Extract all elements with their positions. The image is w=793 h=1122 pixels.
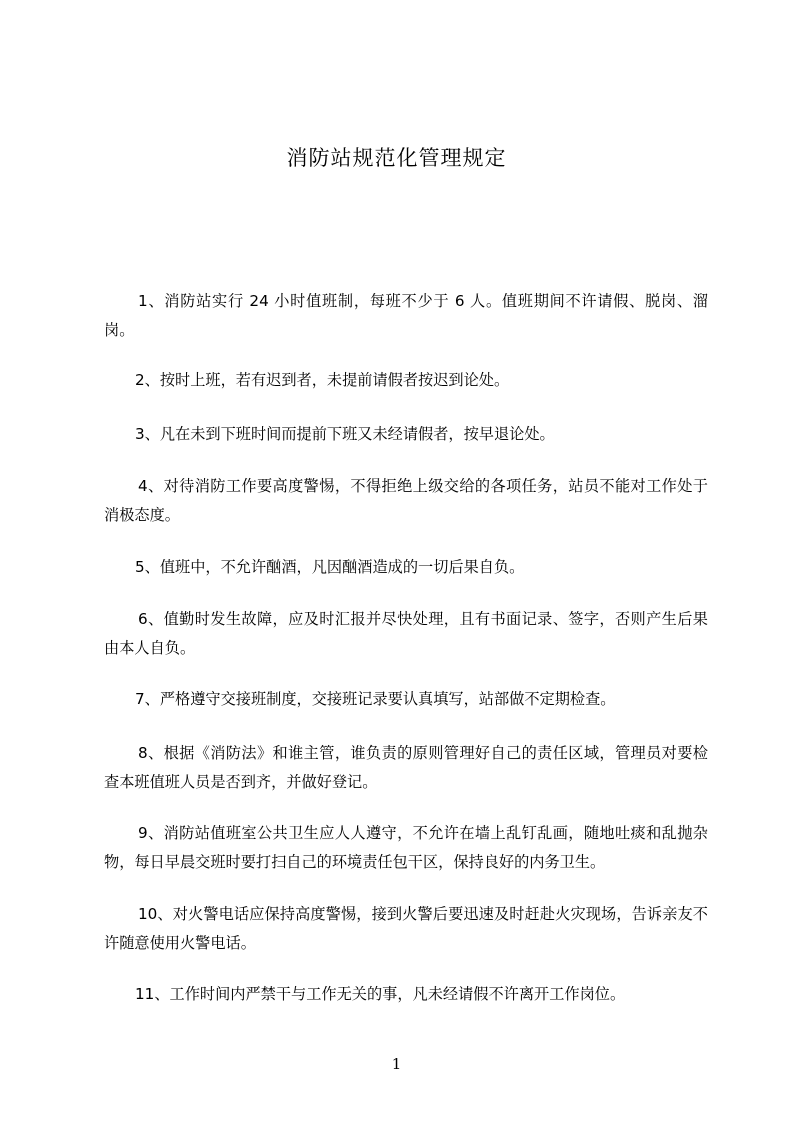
clause-1: 1、消防站实行 24 小时值班制，每班不少于 6 人。值班期间不许请假、脱岗、溜岗。 — [104, 292, 708, 339]
clause-9: 9、消防站值班室公共卫生应人人遵守，不允许在墙上乱钉乱画，随地吐痰和乱抛杂物，每日早晨交班时要打扫自己的环境责任包干区，保持良好的内务卫生。 — [104, 824, 708, 871]
clause-2: 2、按时上班，若有迟到者，未提前请假者按迟到论处。 — [135, 371, 510, 389]
page-number: 1 — [391, 1055, 402, 1073]
clause-3: 3、凡在未到下班时间而提前下班又未经请假者，按早退论处。 — [135, 425, 555, 443]
clause-11: 11、工作时间内严禁干与工作无关的事，凡未经请假不许离开工作岗位。 — [135, 985, 626, 1003]
clause-7: 7、严格遵守交接班制度，交接班记录要认真填写，站部做不定期检查。 — [135, 690, 616, 708]
clause-8: 8、根据《消防法》和谁主管，谁负责的原则管理好自己的责任区域，管理员对要检查本班值班人员是否到齐，并做好登记。 — [104, 744, 708, 791]
clause-4: 4、对待消防工作要高度警惕，不得拒绝上级交给的各项任务，站员不能对工作处于消极态度。 — [104, 477, 708, 524]
document-title: 消防站规范化管理规定 — [286, 146, 507, 170]
clause-6: 6、值勤时发生故障，应及时汇报并尽快处理，且有书面记录、签字，否则产生后果由本人自负。 — [104, 610, 708, 657]
clause-5: 5、值班中，不允许酗酒，凡因酗酒造成的一切后果自负。 — [135, 558, 525, 576]
clause-10: 10、对火警电话应保持高度警惕，接到火警后要迅速及时赶赴火灾现场，告诉亲友不许随意使用火警电话。 — [104, 905, 708, 952]
